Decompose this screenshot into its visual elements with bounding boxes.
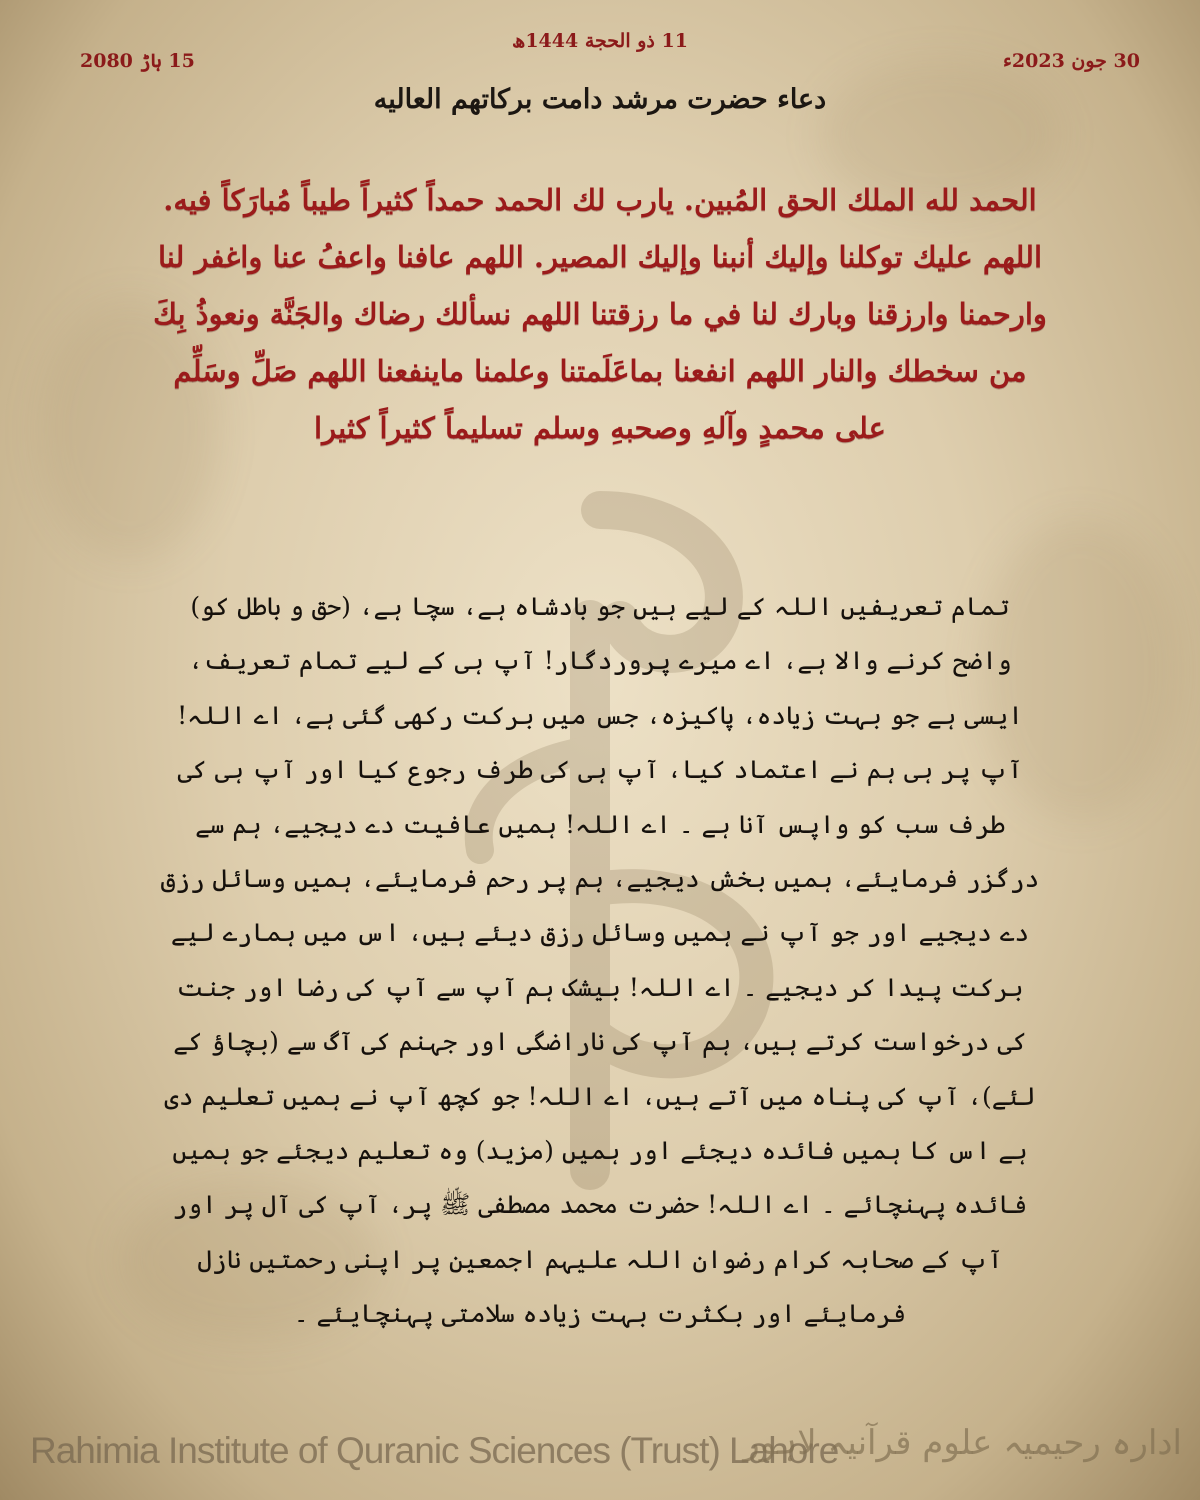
date-header xyxy=(60,30,1140,90)
page-title: دعاء حضرت مرشد دامت برکاتهم العالیه xyxy=(373,84,827,115)
gregorian-date: 30 جون 2023ء xyxy=(1002,50,1140,72)
urdu-translation-text: تمام تعریفیں اللہ کے لیے ہیں جو بادشاہ ہے، سچا ہے، (حق و باطل کو) واضح کرنے والا ہے، اے میرے پروردگار! آپ ہی کے لیے تمام تعریف، ایسی ہے جو بہت زیادہ، پاکیزہ، جس میں برکت رکھی گئی ہے، اے اللہ! آپ پر ہی ہم نے اعتماد کیا، آپ ہی کی طرف رجوع کیا اور آپ ہی کی طرف سب کو واپس آنا ہے ۔ اے اللہ! ہمیں عافیت دے دیجیے، ہم سے درگزر فرمایئے، ہمیں بخش دیجیے، ہم پر رحم فرمایئے، ہمیں وسائل رزق دے دیجیے اور جو آپ نے ہمیں وسائل رزق دیئے ہیں، اس میں ہمارے لیے برکت پیدا کر دیجیے ۔ اے اللہ! بیشک ہم آپ سے آپ کی رضا اور جنت کی درخواست کرتے ہیں، ہم آپ کی ناراضگی اور جہنم کی آگ سے (بچاؤ کے لئے)، آپ کی پناہ میں آتے ہیں، اے اللہ! جو کچھ آپ نے ہمیں تعلیم دی ہے اس کا ہمیں فائدہ دیجئے اور ہمیں (مزید) وہ تعلیم دیجئے جو ہمیں فائدہ پہنچائے ۔ اے اللہ! حضرت محمد مصطفی ﷺ پر، آپ کی آل پر اور آپ کے صحابہ کرام رضوان اللہ علیہم اجمعین پر اپنی رحمتیں نازل فرمایئے اور بکثرت بہت زیادہ سلامتی پہنچایئے ۔ xyxy=(160,592,1040,1329)
institute-logo-urdu: ادارہ رحیمیہ علوم قرآنیہ لاہور xyxy=(743,1423,1182,1463)
hijri-date: 11 ذو الحجة 1444ھ xyxy=(512,30,688,52)
footer xyxy=(0,1423,1200,1500)
bikrami-date: 15 ہاڑ 2080 xyxy=(80,50,195,72)
institute-name-english: Rahimia Institute of Quranic Sciences (Trust) Lahore xyxy=(30,1430,839,1471)
arabic-dua-text: الحمد لله الملك الحق المُبين. يارب لك الحمد حمداً كثيراً طيباً مُبارَكاً فيه. اللهم عليك توكلنا وإليك أنبنا وإليك المصير. اللهم عافنا واعفُ عنا واغفر لنا وارحمنا وارزقنا وبارك لنا في ما رزقتنا اللهم نسألك رضاك والجَنَّة ونعوذُ بِكَ من سخطك والنار اللهم انفعنا بماعَلَمتنا وعلمنا ماينفعنا اللهم صَلِّ وسَلِّم على محمدٍ وآلهِ وصحبهِ وسلم تسليماً كثيراً كثيرا xyxy=(153,183,1047,445)
